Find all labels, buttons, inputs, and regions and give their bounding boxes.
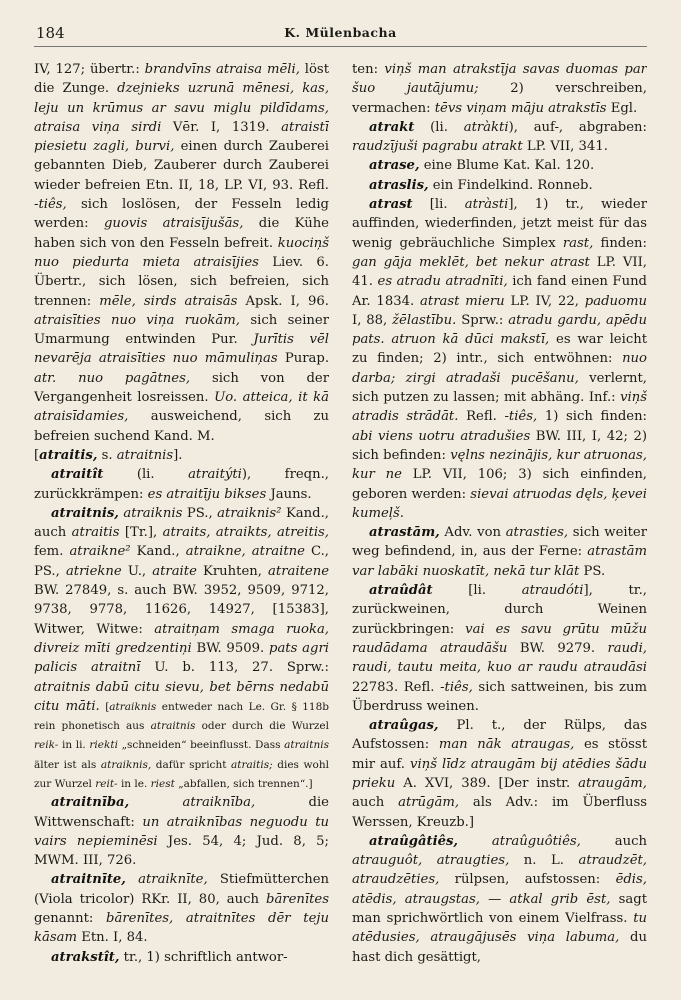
entry-text: rast, — [562, 235, 594, 251]
entry-text: oder durch die Wurzel — [195, 720, 329, 733]
dictionary-entry — [34, 504, 329, 793]
entry-text: LP. VII, 106; 3) sich einfinden, geboren werden: — [352, 467, 647, 502]
entry-text: tēvs viņam māju atrakstīs — [434, 100, 607, 116]
entry-text: IV, 127; übertr.: — [34, 62, 145, 77]
entry-text: als Adv.: im Überfluss Werssen, Kreuzb.] — [352, 795, 647, 830]
entry-text: Pl. t., der Rülps, das Aufstossen: — [352, 718, 647, 753]
entry-text: du hast dich gesättigt, — [352, 930, 647, 965]
entry-text: atraiknis, — [100, 758, 152, 771]
entry-text: 22783. Refl. — [352, 679, 441, 695]
entry-text: sich von der Vergangenheit losreissen. — [34, 370, 329, 406]
entry-text: löst die Zunge. — [34, 62, 329, 97]
entry-text: tu atēdusies, atraugājusēs viņa labuma, — [352, 911, 647, 946]
entry-text: Kand., auch — [34, 505, 329, 541]
entry-text: Egl. — [606, 100, 638, 116]
entry-text: ein Findelkind. Ronneb. — [428, 177, 593, 193]
entry-text: mēle, sirds atraisās — [99, 293, 238, 309]
entry-text: sich seiner Umarmung entwinden Pur. — [34, 312, 329, 348]
entry-text: atraitene — [268, 563, 329, 579]
entry-text: BW. III, I, 42; 2) sich befinden: — [352, 428, 647, 463]
entry-text: viņš atradis strādāt. — [352, 390, 647, 425]
entry-text: ], 1) tr., wieder auffinden, wiederfinden, jetzt meist für das wenig gebräuchliche Simplex — [352, 197, 647, 251]
entry-text: reit- — [95, 777, 118, 790]
entry-text: atraitis — [71, 525, 120, 541]
entry-text: raudzījuši pagrabu atrakt — [352, 139, 523, 155]
dictionary-entry — [352, 176, 647, 195]
entry-text: ich fand einen Fund Ar. 1834. — [352, 274, 647, 309]
entry-headword: atraitnīte, — [51, 872, 126, 888]
right-column — [352, 60, 647, 995]
entry-text: Jes. 54, 4; Jud. 8, 5; MWM. III, 726. — [34, 833, 329, 869]
entry-text: verlernt, sich putzen zu lassen; mit abhäng. Inf.: — [352, 370, 647, 406]
entry-text: Jurītis vēl nevarēja atraisīties nuo māmuliņas — [34, 332, 329, 367]
entry-text: s. — [97, 447, 117, 463]
entry-text: rülpsen, aufstossen: — [439, 872, 616, 888]
entry-text: atr. nuo pagātnes, — [34, 370, 191, 386]
entry-text: atrasties, — [505, 525, 569, 541]
entry-text: pats agri palicis atraitnī — [34, 640, 329, 676]
entry-text: atraistī piesietu zagli, burvi, — [34, 119, 329, 155]
entry-text: Kand., — [130, 544, 186, 560]
entry-text: un atraiknības neguodu tu vairs nepieminēsi — [34, 814, 329, 849]
dictionary-entry — [352, 118, 647, 157]
entry-headword: atrastām, — [369, 525, 440, 541]
entry-text: [ — [34, 447, 40, 463]
entry-text: atraits, atraikts, atreitis, — [162, 525, 329, 541]
dictionary-entry — [352, 195, 647, 523]
entry-text: Sprw.: — [456, 312, 509, 328]
entry-text: 2) verschreiben, vermachen: — [352, 81, 647, 116]
entry-headword: atraûgâtiês, — [369, 833, 458, 849]
entry-text: -tiês, — [504, 409, 538, 425]
entry-text: Kruhten, — [196, 563, 269, 579]
entry-headword: atraitnība, — [51, 795, 130, 811]
entry-text: brandvīns atraisa mēli, — [144, 62, 300, 77]
entry-text: [li. — [432, 583, 522, 599]
entry-text: raudi, raudi, tautu meita, kuo ar raudu atraudāsi — [352, 640, 647, 676]
entry-headword: atrase, — [369, 158, 420, 174]
entry-text: auch — [580, 833, 647, 849]
page-header — [34, 22, 647, 47]
entry-text: atràsti — [464, 197, 509, 213]
entry-text: nuo darba; zirgi atradaši pucēšanu, — [352, 351, 647, 386]
entry-text: Uo. atteica, it kā atraisīdamies, — [34, 390, 329, 425]
entry-text: atraudzēt, atraudzēties, — [352, 853, 647, 888]
entry-text: Adv. von — [439, 525, 506, 541]
entry-text: PS. — [579, 563, 606, 579]
dictionary-entry — [34, 60, 329, 446]
entry-headword: atrast — [369, 197, 413, 213]
entry-headword: atrakt — [369, 119, 415, 135]
entry-text: viņš man atrakstīja savas duomas par šuo jautājumu; — [352, 62, 647, 97]
entry-text: atraudóti — [521, 583, 584, 599]
entry-text: atrast mieru — [420, 293, 505, 309]
entry-text: atrūgām, — [398, 795, 460, 811]
entry-text: (li. — [103, 467, 189, 483]
entry-text: atraiknis — [109, 700, 157, 713]
entry-text: [Tr.], — [119, 525, 163, 541]
entry-text: guovis atraisījušās, — [103, 216, 244, 232]
entry-text: atraitņam smaga ruoka, divreiz mīti gredzentiņi — [34, 621, 329, 656]
entry-text: bārenītes — [266, 891, 329, 907]
entry-text: U. b. 113, 27. Sprw.: — [140, 660, 329, 676]
entry-headword: atraûgas, — [369, 718, 439, 734]
entry-text: atraitnis dabū citu sievu, bet bērns nedabū citu māti. — [34, 679, 329, 714]
entry-text: atraitnis — [150, 720, 196, 733]
dictionary-entry — [34, 793, 329, 870]
entry-text: tr., 1) schriftlich antwor- — [119, 949, 288, 965]
dictionary-entry — [352, 156, 647, 175]
entry-text: atraitnis — [116, 447, 174, 463]
entry-text: atraûguôtiês, — [491, 833, 581, 849]
entry-text: atriekne — [65, 563, 122, 579]
page-number: 184 — [36, 24, 65, 42]
entry-text: atradu gardu, apēdu pats. atruon kā dūci makstī, — [352, 312, 647, 348]
left-column — [34, 60, 329, 995]
entry-text: LP. IV, 22, — [504, 293, 585, 309]
entry-text: älter ist als — [34, 758, 101, 771]
entry-text: fem. — [34, 544, 70, 560]
dictionary-entry — [352, 832, 647, 967]
entry-text: die Kühe haben sich von den Fesseln befreit. — [34, 216, 329, 251]
entry-text: I, 88, — [352, 312, 393, 328]
entry-text: ēdis, atēdis, atraugstas, — atkal grib ēst, — [352, 872, 647, 907]
entry-text: in le. — [117, 777, 151, 790]
dictionary-entry — [34, 465, 329, 504]
entry-text: es atraitīju bikses — [147, 486, 267, 502]
entry-headword: atraitnis, — [51, 505, 119, 521]
dictionary-entry — [352, 581, 647, 716]
entry-text: Vēr. I, 1319. — [161, 119, 282, 135]
entry-text — [126, 872, 138, 887]
entry-text: riest — [150, 777, 175, 790]
entry-text: sagt man sprichwörtlich von einem Vielfrass. — [352, 891, 647, 927]
entry-text: atraisīties nuo viņa ruokām, — [34, 312, 240, 328]
entry-text: atraiknība, — [182, 795, 256, 811]
entry-text: atraiknis — [123, 505, 183, 521]
entry-headword: atraitis, — [39, 447, 98, 463]
entry-text: „schneiden“ beeinflusst. Dass — [117, 739, 285, 752]
entry-text: Apsk. I, 96. — [237, 293, 329, 309]
entry-text: die Wittwenschaft: — [34, 795, 329, 830]
entry-headword: atrakstît, — [51, 949, 120, 965]
dictionary-entry — [34, 446, 329, 465]
entry-text: genannt: — [34, 911, 107, 927]
entry-text: Jauns. — [266, 486, 312, 502]
entry-text: finden: — [593, 235, 647, 251]
entry-text: dzejnieks uzrunā mēnesi, kas, leju un krūmus ar savu miglu pildīdams, atraisa viņa sirdi — [34, 81, 329, 135]
entry-text: ]. — [173, 447, 183, 463]
entry-text: Purap. — [277, 351, 329, 367]
entry-text: Liev. 6. Übertr., sich lösen, sich befreien, sich trennen: — [34, 254, 329, 309]
entry-text: PS., — [182, 505, 218, 521]
entry-text: BW. 27849, s. auch BW. 3952, 9509, 9712, 9738, 9778, 11626, 14927, [15383], Witwer, Witwe: — [34, 583, 329, 637]
entry-text — [129, 795, 182, 810]
entry-headword: atraûdât — [369, 583, 433, 599]
entry-text: eine Blume Kat. Kal. 120. — [419, 158, 595, 174]
entry-text: dafür spricht — [151, 758, 232, 771]
entry-text: atraiknīte, — [138, 872, 208, 888]
entry-headword: atraitît — [51, 467, 104, 483]
entry-text: sievai atruodas dęls, ķevei kumeļš. — [352, 486, 647, 521]
entry-text: ausweichend, sich zu befreien suchend Kand. M. — [34, 409, 329, 444]
entry-text: viņš līdz atraugām bij atēdies šādu prieku — [352, 756, 647, 791]
entry-text: atrastām var labāki nuoskatīt, nekā tur klāt — [352, 544, 647, 579]
entry-text: paduomu — [584, 293, 647, 309]
entry-text: n. L. — [509, 853, 579, 869]
entry-text: ), auf-, abgraben: — [508, 119, 647, 135]
running-head: K. Mülenbacha — [284, 25, 397, 40]
entry-text: ], tr., zurückweinen, durch Weinen zurückbringen: — [352, 583, 647, 637]
entry-text: atraitnis — [284, 739, 329, 752]
entry-text: atraugām, — [578, 775, 647, 791]
entry-text: sich loslösen, der Fesseln ledig werden: — [34, 197, 329, 232]
entry-text: reik- — [34, 739, 59, 752]
entry-text: C., PS., — [34, 544, 329, 579]
entry-text: entweder nach Le. Gr. § 118b rein phonetisch aus — [34, 700, 329, 733]
entry-text: sich sattweinen, bis zum Überdruss weinen. — [352, 679, 647, 714]
entry-text: Stiefmütterchen (Viola tricolor) RKr. II, 80, auch — [34, 872, 329, 907]
entry-text: LP. VII, 341. — [522, 139, 608, 155]
entry-text: auch — [352, 795, 399, 811]
entry-text: vęlns nezinājis, kur atruonas, kur ne — [352, 447, 647, 483]
entry-text: Refl. — [458, 409, 505, 425]
entry-text: atraite — [152, 563, 197, 579]
entry-text: gan gāja meklēt, bet nekur atrast — [352, 254, 590, 270]
entry-text: abi viens uotru atradušies — [352, 428, 531, 444]
entry-text: in li. — [58, 739, 90, 752]
entry-text: „abfallen, sich trennen“.] — [174, 777, 313, 790]
entry-text: [ — [99, 700, 110, 713]
dictionary-entry — [352, 523, 647, 581]
entry-text: einen durch Zauberei gebannten Dieb, Zauberer durch Zauberei wieder befreien Etn. II, 18, LP. VI, 93. Refl. — [34, 139, 329, 193]
dictionary-entry — [34, 870, 329, 947]
entry-text: vai es savu grūtu mūžu raudādama atraudāšu — [352, 621, 647, 656]
entry-text: atraiknis² — [217, 505, 282, 521]
entry-text: atraitis; — [231, 758, 273, 771]
entry-text: atraitýti — [188, 467, 242, 483]
entry-text: [li. — [412, 197, 465, 213]
entry-text: BW. 9509. — [191, 640, 269, 656]
entry-text: A. XVI, 389. [Der instr. — [395, 775, 579, 791]
dictionary-entry — [34, 948, 329, 967]
entry-text: sich weiter weg befindend, in, aus der Ferne: — [352, 525, 647, 560]
entry-text: atraikne, atraitne — [185, 544, 305, 560]
entry-text: -tiês, — [34, 197, 67, 213]
entry-text: kuociņš nuo piedurta mieta atraisījies — [34, 235, 329, 270]
dictionary-entry — [352, 60, 647, 118]
entry-text — [458, 834, 492, 849]
entry-text: 1) sich finden: — [537, 409, 647, 425]
entry-text: BW. 9279. — [507, 640, 608, 656]
entry-text: atràkti — [463, 119, 509, 135]
entry-text: Etn. I, 84. — [77, 930, 148, 946]
entry-text: bārenītes, atraitnītes dēr teju kāsam — [34, 911, 329, 946]
entry-text: LP. VII, 41. — [352, 254, 647, 290]
entry-text: ), freqn., zurückkrämpen: — [34, 467, 329, 502]
entry-text: -tiês, — [440, 679, 473, 695]
entry-text: es stösst mir auf. — [352, 737, 647, 772]
entry-text: atrauguôt, atraugties, — [352, 853, 510, 869]
dictionary-entry — [352, 716, 647, 832]
entry-text: žēlastību. — [392, 312, 457, 328]
entry-text: es atradu atradnīti, — [377, 274, 508, 290]
entry-text: ten: — [352, 62, 385, 77]
entry-text: atraikne² — [69, 544, 131, 560]
entry-text: riekti — [89, 739, 118, 752]
entry-text: dies wohl zur Wurzel — [34, 758, 329, 790]
entry-text: (li. — [414, 119, 464, 135]
entry-text: man nāk atraugas, — [438, 737, 575, 753]
entry-text: U., — [121, 563, 153, 579]
entry-headword: atraslis, — [369, 177, 429, 193]
entry-text: es war leicht zu finden; 2) intr., sich entwöhnen: — [352, 332, 647, 367]
